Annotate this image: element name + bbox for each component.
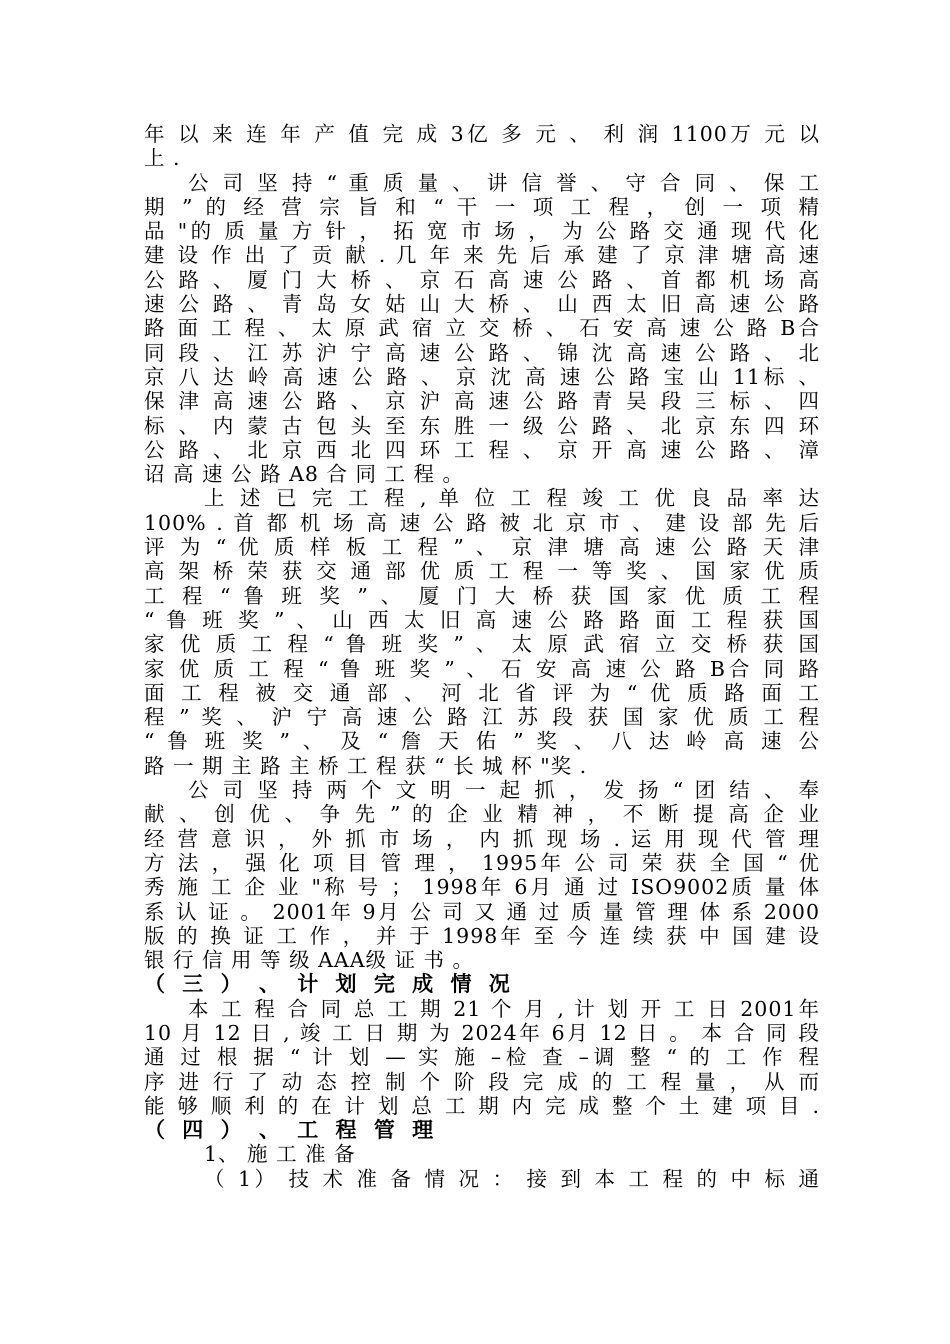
text-line: 面 工 程 被 交 通 部 、 河 北 省 评 为 “ 优 质 路 面 工: [144, 680, 820, 705]
text-line: “ 鲁 班 奖 ” 、 山 西 太 旧 高 速 公 路 路 面 工 程 获 国: [144, 607, 820, 632]
text-line: （ 1） 技 术 准 备 情 况 ： 接 到 本 工 程 的 中 标 通: [204, 1166, 820, 1191]
text-line: 诏 高 速 公 路 A8 合 同 工 程 。: [144, 462, 465, 487]
text-line: 公 司 坚 持 两 个 文 明 一 起 抓 ， 发 扬 “ 团 结 、 奉: [188, 778, 820, 803]
text-line: 速 公 路 、 青 岛 女 姑 山 大 桥 、 山 西 太 旧 高 速 公 路: [144, 292, 820, 317]
text-line: 保 津 高 速 公 路 、 京 沪 高 速 公 路 青 吴 段 三 标 、 四: [144, 389, 820, 414]
paragraph-intro-tail: [144, 122, 820, 171]
text-line: 序 进 行 了 动 态 控 制 个 阶 段 完 成 的 工 程 量 ， 从 而: [144, 1069, 820, 1094]
text-line: 本 工 程 合 同 总 工 期 21 个 月 , 计 划 开 工 日 2001年: [188, 996, 820, 1021]
text-line: 版 的 换 证 工 作 ， 并 于 1998年 至 今 连 续 获 中 国 建 设: [144, 923, 820, 948]
text-line: 路 一 期 主 路 主 桥 工 程 获 “ 长 城 杯 "奖 .: [144, 753, 588, 778]
text-line: 建 设 作 出 了 贡 献 . 几 年 来 先 后 承 建 了 京 津 塘 高 速: [144, 243, 820, 268]
text-line: 经 营 意 识 ， 外 抓 市 场 ， 内 抓 现 场 . 运 用 现 代 管 理: [144, 826, 820, 851]
text-line: 公 司 坚 持 “ 重 质 量 、 讲 信 誉 、 守 合 同 、 保 工: [188, 170, 820, 195]
paragraph-company-projects: [144, 171, 820, 487]
text-line: 10 月 12 日 , 竣 工 日 期 为 2024年 6月 12 日 。 本 合 同 段: [144, 1020, 820, 1045]
text-line: 路 面 工 程 、 太 原 武 宿 立 交 桥 、 石 安 高 速 公 路 B合: [144, 316, 820, 341]
text-line: 期 ” 的 经 营 宗 旨 和 “ 干 一 项 工 程 ， 创 一 项 精: [144, 194, 820, 219]
text-line: 通 过 根 据 “ 计 划 — 实 施 –检 查 –调 整 “ 的 工 作 程: [144, 1045, 820, 1070]
text-line: 京 八 达 岭 高 速 公 路 、 京 沈 高 速 公 路 宝 山 11标 、: [144, 364, 820, 389]
subheading-construction-prep: 1、 施 工 准 备: [204, 1142, 356, 1167]
text-line: 100% . 首 都 机 场 高 速 公 路 被 北 京 市 、 建 设 部 先 后: [144, 510, 820, 535]
document-page: [144, 122, 820, 1191]
text-line: 同 段 、 江 苏 沪 宁 高 速 公 路 、 锦 沈 高 速 公 路 、 北: [144, 340, 820, 365]
text-line: 年 以 来 连 年 产 值 完 成 3亿 多 元 、 利 润 1100万 元 以: [144, 122, 820, 146]
section-heading-management: （ 四 ） 、 工 程 管 理: [144, 1118, 439, 1143]
section-heading-plan: （ 三 ） 、 计 划 完 成 情 况: [144, 972, 515, 997]
paragraph-awards: [144, 486, 820, 778]
text-line: 能 够 顺 利 的 在 计 划 总 工 期 内 完 成 整 个 土 建 项 目 .: [144, 1093, 820, 1118]
text-line: 上 .: [144, 146, 181, 171]
text-line: 公 路 、 北 京 西 北 四 环 工 程 、 京 开 高 速 公 路 、 漳: [144, 437, 820, 462]
paragraph-plan: [144, 997, 820, 1118]
text-line: “ 鲁 班 奖 ” 、 及 “ 詹 天 佑 ” 奖 、 八 达 岭 高 速 公: [144, 729, 820, 754]
text-line: 公 路 、 厦 门 大 桥 、 京 石 高 速 公 路 、 首 都 机 场 高: [144, 267, 820, 292]
text-line: 程 ” 奖 、 沪 宁 高 速 公 路 江 苏 段 获 国 家 优 质 工 程: [144, 705, 820, 730]
text-line: 评 为 “ 优 质 样 板 工 程 ” 、 京 津 塘 高 速 公 路 天 津: [144, 535, 820, 560]
paragraph-management: [144, 778, 820, 972]
text-line: 上 述 已 完 工 程 , 单 位 工 程 竣 工 优 良 品 率 达: [204, 486, 820, 511]
text-line: 家 优 质 工 程 “ 鲁 班 奖 ” 、 太 原 武 宿 立 交 桥 获 国: [144, 632, 820, 657]
text-line: 献 、 创 优 、 争 先 ” 的 企 业 精 神 ， 不 断 提 高 企 业: [144, 802, 820, 827]
text-line: 方 法 ， 强 化 项 目 管 理 ， 1995年 公 司 荣 获 全 国 “ 优: [144, 850, 820, 875]
text-line: 工 程 “ 鲁 班 奖 ” 、 厦 门 大 桥 获 国 家 优 质 工 程: [144, 583, 820, 608]
text-line: 品 "的 质 量 方 针 ， 拓 宽 市 场 ， 为 公 路 交 通 现 代 化: [144, 219, 820, 244]
text-line: 秀 施 工 企 业 "称 号 ； 1998年 6月 通 过 ISO9002质 量 体: [144, 875, 820, 900]
text-line: 银 行 信 用 等 级 AAA级 证 书 。: [144, 948, 475, 973]
text-line: 高 架 桥 荣 获 交 通 部 优 质 工 程 一 等 奖 、 国 家 优 质: [144, 559, 820, 584]
text-line: 标 、 内 蒙 古 包 头 至 东 胜 一 级 公 路 、 北 京 东 四 环: [144, 413, 820, 438]
text-line: 系 认 证 。 2001年 9月 公 司 又 通 过 质 量 管 理 体 系 2000: [144, 899, 820, 924]
text-line: 家 优 质 工 程 “ 鲁 班 奖 ” 、 石 安 高 速 公 路 B合 同 路: [144, 656, 820, 681]
